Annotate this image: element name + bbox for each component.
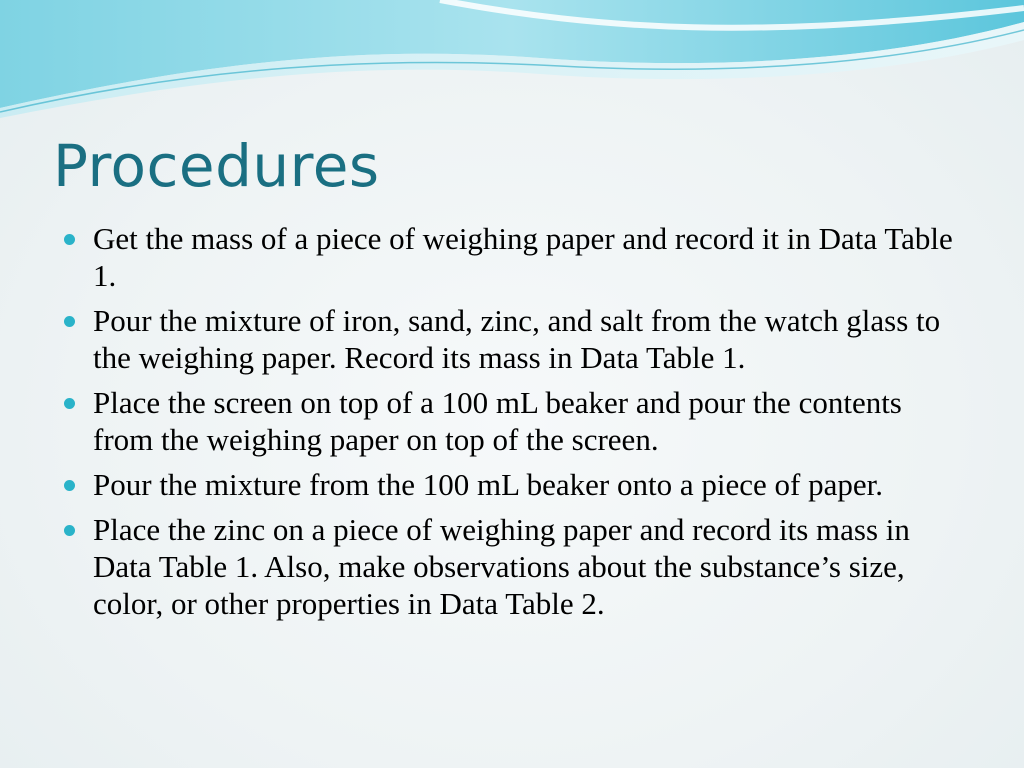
bullet-text: Get the mass of a piece of weighing paper and record it in Data Table 1. (93, 221, 953, 293)
bullet-text: Place the zinc on a piece of weighing paper and record its mass in Data Table 1. Also, make observations about the substance’s size, color, or other properties in Data Table 2. (93, 512, 910, 621)
decorative-wave-banner (0, 0, 1024, 130)
bullet-text: Place the screen on top of a 100 mL beaker and pour the contents from the weighing paper on top of the screen. (93, 385, 902, 457)
list-item (64, 466, 964, 503)
bullet-icon (64, 525, 75, 536)
list-item (64, 302, 964, 376)
bullet-icon (64, 316, 75, 327)
list-item (64, 220, 964, 294)
list-item (64, 384, 964, 458)
bullet-icon (64, 398, 75, 409)
bullet-text: Pour the mixture of iron, sand, zinc, and salt from the watch glass to the weighing paper. Record its mass in Data Table 1. (93, 303, 941, 375)
bullet-icon (64, 234, 75, 245)
bullet-text: Pour the mixture from the 100 mL beaker onto a piece of paper. (93, 467, 883, 502)
list-item (64, 511, 964, 622)
slide-title: Procedures (53, 132, 380, 200)
bullet-icon (64, 480, 75, 491)
bullet-list (64, 220, 964, 630)
